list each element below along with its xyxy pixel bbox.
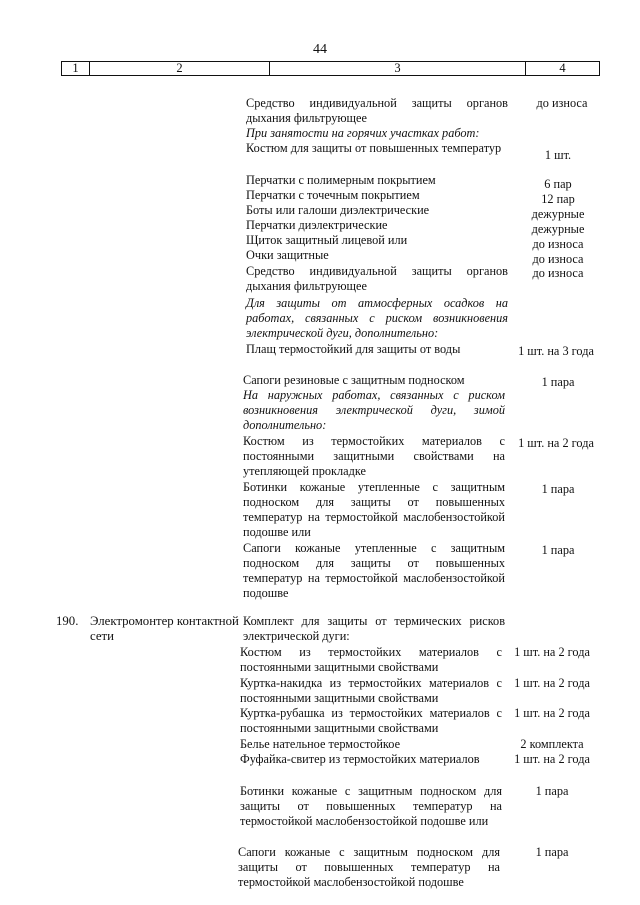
issue-norm: 1 пара (541, 482, 575, 496)
column-3-number: 3 (270, 62, 526, 76)
issue-norm: 1 пара (535, 845, 569, 859)
ppe-item: Ботинки кожаные утепленные с защитным подноском для защиты от повышенных температур на термостойкой маслобензостойкой подошве или (243, 480, 505, 539)
section-heading: На наружных работах, связанных с риском возникновения электрической дуги, зимой дополнительно: (243, 388, 505, 432)
issue-norm: дежурные (531, 207, 585, 221)
issue-norm: 1 шт. на 2 года (514, 752, 590, 766)
column-1-number: 1 (62, 62, 90, 76)
page-number: 44 (313, 42, 327, 57)
ppe-item: Костюм из термостойких материалов с постоянными защитными свойствами на утепляющей прокладке (243, 434, 505, 478)
section-heading: При занятости на горячих участках работ: (246, 126, 480, 140)
issue-norm: 1 пара (541, 375, 575, 389)
ppe-item: Плащ термостойкий для защиты от воды (246, 342, 461, 356)
ppe-item: Перчатки диэлектрические (246, 218, 388, 232)
issue-norm: 1 пара (535, 784, 569, 798)
issue-norm: 1 шт. на 2 года (514, 645, 590, 659)
ppe-item: Сапоги резиновые с защитным подноском (243, 373, 465, 387)
ppe-item: Очки защитные (246, 248, 329, 262)
issue-norm: до износа (532, 237, 584, 251)
issue-norm: 1 шт. на 2 года (514, 676, 590, 690)
ppe-item: Костюм из термостойких материалов с постоянными защитными свойствами (240, 645, 502, 674)
column-4-number: 4 (526, 62, 600, 76)
issue-norm: 1 пара (541, 543, 575, 557)
ppe-item: Сапоги кожаные с защитным подноском для защиты от повышенных температур на термостойкой маслобензостойкой подошве (238, 845, 500, 889)
ppe-item: Фуфайка-свитер из термостойких материалов (240, 752, 480, 766)
ppe-item: Куртка-рубашка из термостойких материалов с постоянными защитными свойствами (240, 706, 502, 735)
ppe-item: Перчатки с точечным покрытием (246, 188, 420, 202)
issue-norm: до износа (532, 252, 584, 266)
ppe-item: Средство индивидуальной защиты органов дыхания фильтрующее (246, 264, 508, 293)
issue-norm: 1 шт. (544, 148, 572, 162)
issue-norm: дежурные (531, 222, 585, 236)
ppe-item: Сапоги кожаные утепленные с защитным подноском для защиты от повышенных температур на термостойкой маслобензостойкой подошве (243, 541, 505, 600)
ppe-item: Средство индивидуальной защиты органов дыхания фильтрующее (246, 96, 508, 125)
ppe-item: Куртка-накидка из термостойких материалов с постоянными защитными свойствами (240, 676, 502, 705)
ppe-item: Комплект для защиты от термических рисков электрической дуги: (243, 614, 505, 643)
issue-norm: 1 шт. на 2 года (514, 706, 590, 720)
issue-norm: 1 шт. на 2 года (518, 436, 594, 450)
ppe-item: Перчатки с полимерным покрытием (246, 173, 436, 187)
section-heading: Для защиты от атмосферных осадков на работах, связанных с риском возникновения электрической дуги, дополнительно: (246, 296, 508, 340)
issue-norm: до износа (532, 266, 584, 280)
ppe-item: Белье нательное термостойкое (240, 737, 401, 751)
ppe-item: Боты или галоши диэлектрические (246, 203, 430, 217)
issue-norm: 1 шт. на 3 года (518, 344, 594, 358)
issue-norm: 2 комплекта (520, 737, 584, 751)
row-number: 190. (56, 614, 79, 628)
column-number-header (61, 61, 600, 76)
ppe-item: Костюм для защиты от повышенных температур (246, 141, 502, 155)
ppe-item: Щиток защитный лицевой или (246, 233, 408, 247)
ppe-item: Ботинки кожаные с защитным подноском для защиты от повышенных температур на термостойкой маслобензостойкой подошве или (240, 784, 502, 828)
issue-norm: 12 пар (541, 192, 575, 206)
issue-norm: до износа (536, 96, 588, 110)
column-2-number: 2 (90, 62, 270, 76)
profession-name: Электромонтер контактной сети (90, 614, 239, 643)
issue-norm: 6 пар (544, 177, 572, 191)
